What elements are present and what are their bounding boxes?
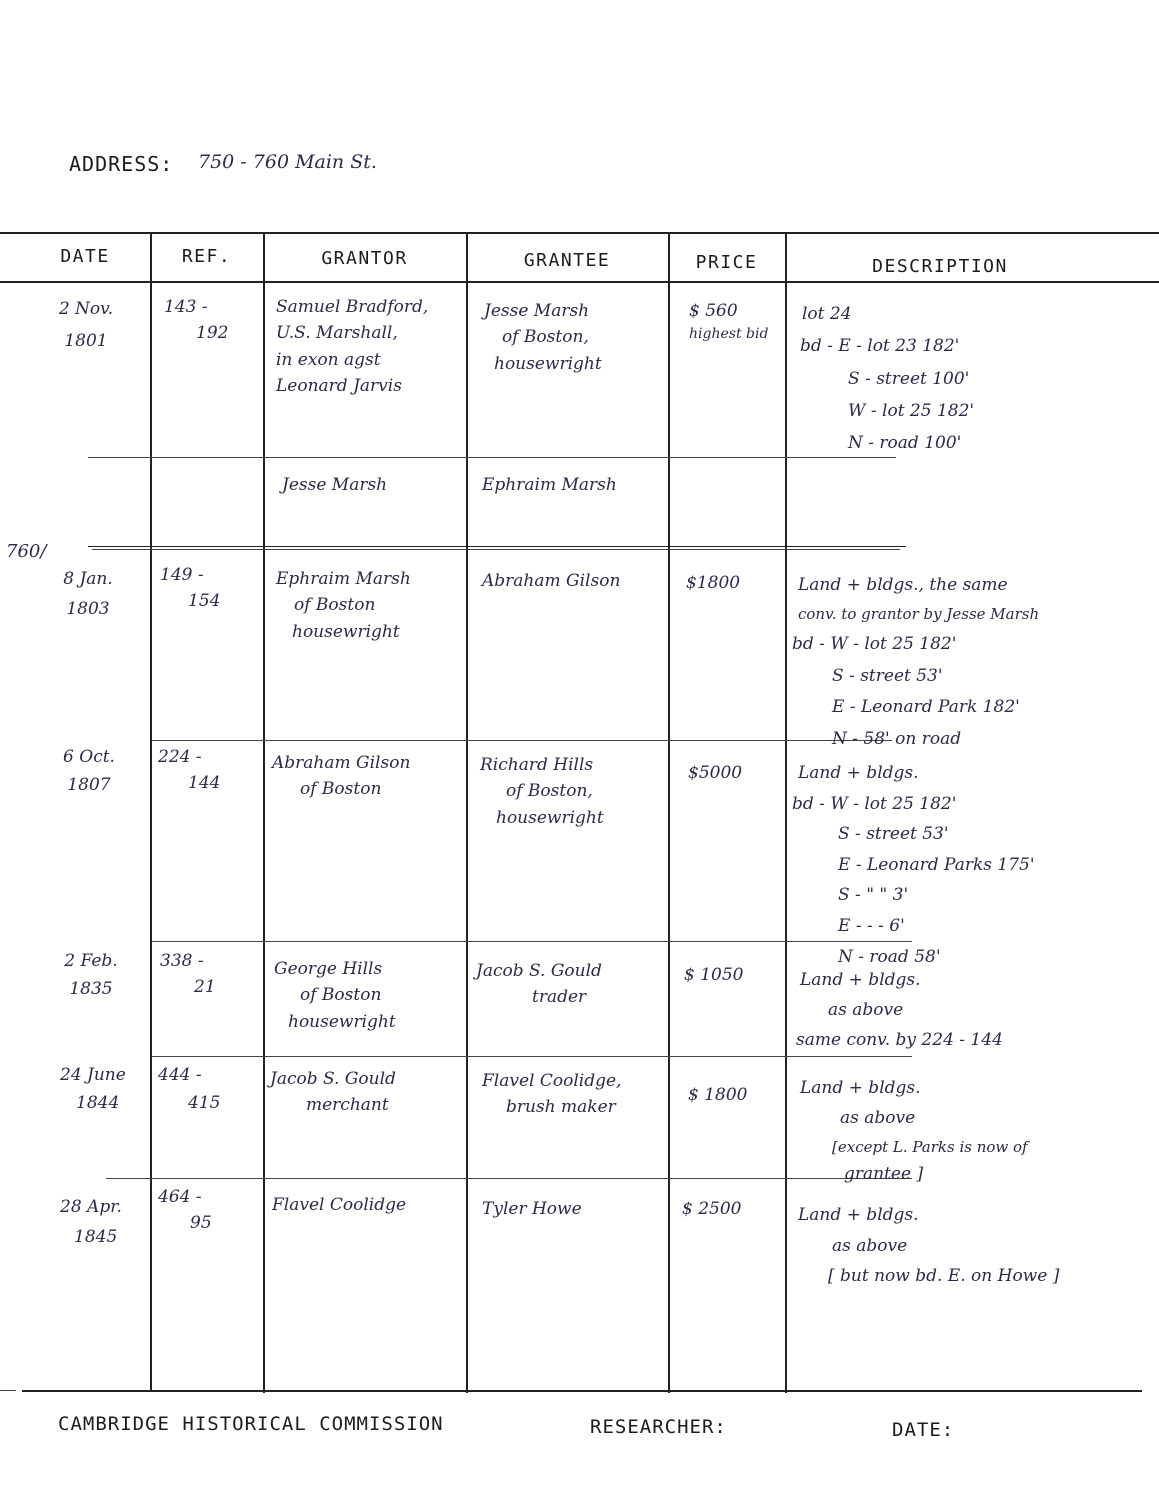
description-line: N - road 58' <box>838 946 941 967</box>
row-3-ref <box>160 562 220 615</box>
row-6-grantor <box>270 1066 396 1119</box>
row-6-grantee <box>482 1068 621 1121</box>
row-4-description <box>792 758 1035 972</box>
left-edge-mark <box>0 1390 16 1391</box>
column-divider <box>785 233 787 1393</box>
grantor-line: housewright <box>292 621 400 642</box>
row-7-grantee: Tyler Howe <box>482 1199 582 1219</box>
date-line: 28 Apr. <box>60 1197 122 1217</box>
row-3-description <box>792 570 1040 755</box>
description-line: S - street 53' <box>832 665 943 686</box>
ref-line: 95 <box>190 1213 212 1234</box>
row-2-grantee: Ephraim Marsh <box>482 475 617 495</box>
row-3-grantee: Abraham Gilson <box>482 571 621 591</box>
description-line: S - street 100' <box>848 368 970 389</box>
date-line: 1835 <box>69 979 113 1000</box>
table-bottom-border <box>22 1390 1142 1392</box>
date-line: 2 Nov. <box>58 299 114 319</box>
description-line: bd - E - lot 23 182' <box>800 336 960 357</box>
description-line: N - road 100' <box>848 433 962 454</box>
description-line: [except L. Parks is now of <box>832 1137 1028 1156</box>
grantor-line: Leonard Jarvis <box>276 376 402 397</box>
price-line: $ 560 <box>689 301 738 321</box>
description-line: Land + bldgs. <box>798 1205 919 1225</box>
date-line: 1807 <box>67 775 111 796</box>
row-4-ref <box>158 744 220 797</box>
column-header-description: DESCRIPTION <box>872 256 1008 277</box>
commission-name: CAMBRIDGE HISTORICAL COMMISSION <box>58 1413 444 1435</box>
row-1-grantee <box>484 298 602 377</box>
row-3-price: $1800 <box>686 573 741 593</box>
description-line: as above <box>828 999 904 1020</box>
description-line: as above <box>832 1235 908 1256</box>
row-separator <box>106 1178 912 1179</box>
row-5-price: $ 1050 <box>684 965 744 985</box>
column-header-grantor: GRANTOR <box>321 248 408 269</box>
price-line: highest bid <box>689 326 769 343</box>
description-line: W - lot 25 182' <box>848 400 975 421</box>
column-header-grantee: GRANTEE <box>523 250 611 271</box>
row-5-description <box>796 966 1003 1055</box>
description-line: Land + bldgs. <box>798 763 919 783</box>
description-line: S - " " 3' <box>838 885 909 906</box>
description-line: Land + bldgs., the same <box>798 575 1008 595</box>
row-1-date <box>44 296 128 355</box>
grantor-line: Jacob S. Gould <box>270 1069 396 1089</box>
grantor-line: Abraham Gilson <box>272 753 411 773</box>
description-line: N - 58' on road <box>832 728 962 749</box>
grantee-line: Jacob S. Gould <box>476 961 602 981</box>
row-1-grantor <box>276 294 428 399</box>
grantee-line: Jesse Marsh <box>484 301 590 321</box>
address-value: 750 - 760 Main St. <box>198 151 377 173</box>
margin-note: 760/ <box>6 541 47 562</box>
row-separator <box>88 546 906 547</box>
row-4-date <box>50 744 128 799</box>
grantee-line: Flavel Coolidge, <box>482 1071 622 1091</box>
description-line: conv. to grantor by Jesse Marsh <box>798 605 1040 624</box>
row-6-description <box>800 1074 1028 1190</box>
ref-line: 338 - <box>160 951 204 971</box>
grantor-line: George Hills <box>274 959 383 979</box>
description-line: lot 24 <box>802 304 852 324</box>
ref-line: 21 <box>194 977 216 998</box>
row-3-grantor <box>276 566 411 645</box>
date-line: 1803 <box>66 599 110 620</box>
row-5-ref <box>160 948 216 1001</box>
row-7-date <box>60 1194 122 1251</box>
row-7-ref <box>158 1184 212 1237</box>
row-6-date <box>60 1062 126 1117</box>
row-separator <box>88 457 896 458</box>
date-line: 24 June <box>60 1065 126 1085</box>
description-line: S - street 53' <box>838 824 949 845</box>
date-line: 1801 <box>64 331 108 352</box>
row-3-date <box>48 566 128 623</box>
row-5-grantor <box>274 956 396 1035</box>
grantor-line: Samuel Bradford, <box>276 297 429 317</box>
row-7-description <box>798 1200 1059 1292</box>
row-5-date <box>54 948 128 1003</box>
grantor-line: of Boston <box>300 985 382 1006</box>
row-separator <box>152 1056 912 1057</box>
date-line: 6 Oct. <box>63 747 115 767</box>
column-divider <box>466 233 468 1393</box>
row-1-ref <box>164 294 228 347</box>
grantee-line: housewright <box>494 353 602 374</box>
row-5-grantee <box>476 958 602 1011</box>
description-line: Land + bldgs. <box>800 970 921 990</box>
description-line: E - Leonard Parks 175' <box>838 854 1035 875</box>
row-7-price: $ 2500 <box>682 1199 742 1219</box>
grantee-line: housewright <box>496 807 604 828</box>
row-4-grantee <box>480 752 604 831</box>
grantor-line: merchant <box>306 1095 389 1116</box>
description-line: as above <box>840 1107 916 1128</box>
description-line: bd - W - lot 25 182' <box>792 634 957 655</box>
column-header-date: DATE <box>60 246 110 267</box>
description-line: E - Leonard Park 182' <box>832 697 1020 718</box>
ref-line: 143 - <box>164 297 208 317</box>
researcher-label: RESEARCHER: <box>590 1416 727 1438</box>
column-divider <box>263 233 265 1393</box>
row-separator <box>152 740 892 741</box>
row-1-price <box>689 298 768 346</box>
grantor-line: of Boston <box>294 595 376 616</box>
description-line: [ but now bd. E. on Howe ] <box>828 1266 1060 1287</box>
address-label: ADDRESS: <box>69 152 174 176</box>
date-line: 8 Jan. <box>63 569 113 589</box>
ref-line: 444 - <box>158 1065 202 1085</box>
grantee-line: brush maker <box>506 1097 616 1118</box>
row-separator <box>92 549 900 550</box>
row-6-price: $ 1800 <box>688 1085 748 1105</box>
grantee-line: of Boston, <box>506 781 593 802</box>
grantor-line: U.S. Marshall, <box>276 323 398 344</box>
description-line: same conv. by 224 - 144 <box>796 1029 1003 1050</box>
date-line: 1845 <box>74 1227 118 1248</box>
date-line: 2 Feb. <box>64 951 118 971</box>
grantor-line: housewright <box>288 1011 396 1032</box>
row-4-price: $5000 <box>688 763 743 783</box>
ref-line: 464 - <box>158 1187 202 1207</box>
row-6-ref <box>158 1062 220 1117</box>
date-line: 1844 <box>76 1093 120 1114</box>
column-divider <box>150 233 152 1390</box>
row-4-grantor <box>272 750 410 803</box>
ref-line: 415 <box>188 1093 221 1114</box>
description-line: grantee ] <box>844 1163 924 1184</box>
grantor-line: in exon agst <box>276 349 381 370</box>
date-label: DATE: <box>892 1419 955 1441</box>
grantee-line: trader <box>532 987 587 1008</box>
description-line: bd - W - lot 25 182' <box>792 793 957 814</box>
ref-line: 149 - <box>160 565 204 585</box>
ref-line: 224 - <box>158 747 202 767</box>
column-header-price: PRICE <box>695 252 758 273</box>
grantor-line: Ephraim Marsh <box>276 569 411 589</box>
column-divider <box>668 233 670 1393</box>
row-1-description <box>800 298 974 459</box>
grantor-line: of Boston <box>300 779 382 800</box>
row-2-grantor: Jesse Marsh <box>282 475 388 495</box>
header-bottom-border <box>0 281 1159 283</box>
grantee-line: Richard Hills <box>480 755 594 775</box>
grantee-line: of Boston, <box>502 327 589 348</box>
table-top-border <box>0 232 1159 234</box>
description-line: E - - - 6' <box>838 915 905 936</box>
ref-line: 154 <box>188 591 221 612</box>
ref-line: 192 <box>196 323 229 344</box>
column-header-ref: REF. <box>181 246 232 267</box>
description-line: Land + bldgs. <box>800 1078 921 1098</box>
ref-line: 144 <box>188 773 221 794</box>
row-7-grantor: Flavel Coolidge <box>272 1195 407 1215</box>
